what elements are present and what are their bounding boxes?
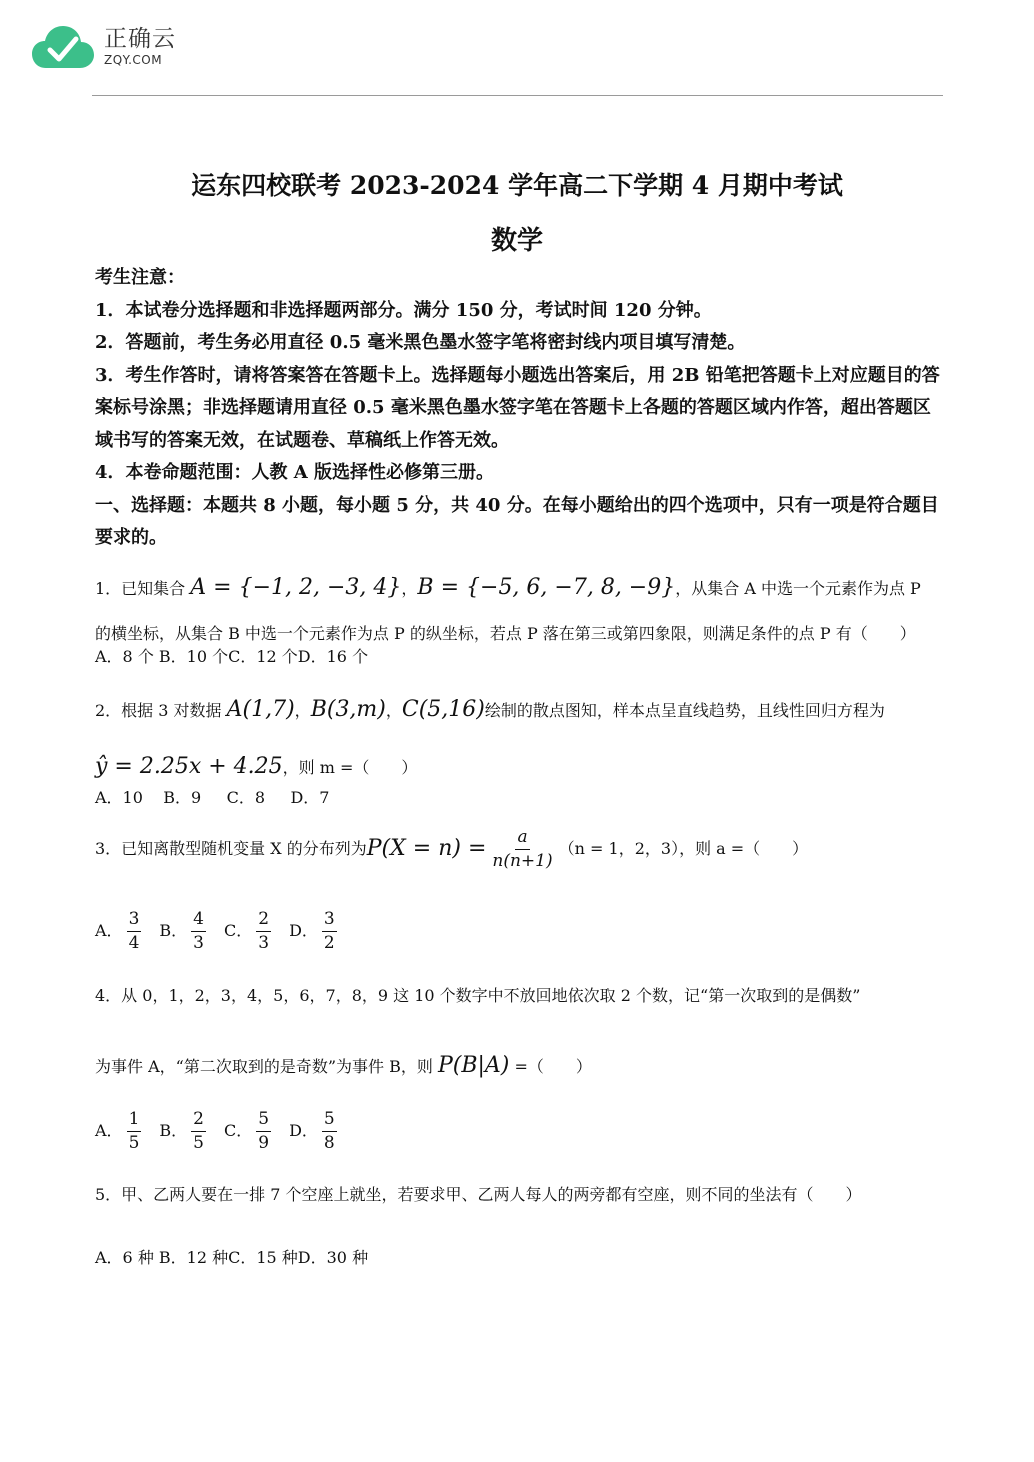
option-num: 4 [191,910,206,932]
logo-domain: ZQY.COM [104,53,163,67]
q4-text-start: 4．从 0，1，2，3，4，5，6，7，8，9 这 10 个数字中不放回地依次取 2 个数，记“第一次取到的是偶数” [95,986,861,1005]
q3-option-a [95,910,145,952]
logo-name: 正确云 [104,26,176,52]
q1-text-end: ，从集合 A 中选一个元素作为点 P 的横坐标，从集合 B 中选一个元素作为点 P 的纵坐标，若点 P 落在第三或第四象限，则满足条件的点 P 有（ ） [95,579,921,643]
option-num: 2 [256,910,271,932]
notice-block [95,262,940,555]
notice-item: 1．本试卷分选择题和非选择题两部分。满分 150 分，考试时间 120 分钟。 [95,299,712,321]
q2-text-end: ，则 m =（ ） [282,758,418,777]
option-den: 9 [258,1132,270,1153]
q2-regression-eq: ŷ = 2.25x + 4.25 [95,754,283,779]
notice-item: 2．答题前，考生务必用直径 0.5 毫米黑色墨水签字笔将密封线内项目填写清楚。 [95,332,746,353]
option-label: C． [223,921,253,941]
option-num: 3 [322,910,337,932]
q1-text-start: 1．已知集合 [95,579,191,598]
option-den: 4 [128,932,140,953]
option-num: 3 [127,910,142,932]
q2-point-b: B(3,m) [310,697,386,722]
q3-fraction-num: a [515,828,529,850]
header-divider [92,95,943,96]
q2-text-mid: 绘制的散点图知，样本点呈直线趋势，且线性回归方程为 [484,701,885,720]
option-label: A． [95,1121,123,1141]
q1-set-b: B = {−5, 6, −7, 8, −9} [417,575,676,600]
option-den: 3 [193,932,204,953]
q3-option-d [289,910,341,952]
q5-text: 5．甲、乙两人要在一排 7 个空座上就坐，若要求甲、乙两人每人的两旁都有空座，则不同的坐法有（ ） [95,1185,862,1204]
q3-option-c [224,910,275,952]
exam-subject: 数学 [490,226,543,256]
q4-line-2 [95,1052,940,1081]
q4-text-mid: 为事件 A，“第二次取到的是奇数”为事件 B，则 [95,1057,438,1076]
q4-option-a [95,1110,145,1152]
q3-options [95,910,940,952]
option-label: B． [159,921,188,941]
question-2: 2．根据 3 对数据 A(1,7)，B(3,m)，C(5,16)绘制的散点图知，样本点呈直线趋势，且线性回归方程为 ŷ = 2.25x + 4.25，则 m =（ ） [95,697,885,779]
option-den: 3 [258,932,270,953]
q2-point-a: A(1,7) [226,697,295,722]
option-num: 1 [127,1110,142,1132]
exam-title: 运东四校联考 2023-2024 学年高二下学期 4 月期中考试 [191,171,843,200]
q3-text-start: 3．已知离散型随机变量 X 的分布列为 [95,839,367,859]
q2-options: A．10 B．9 C．8 D．7 [95,788,330,807]
q4-options [95,1110,940,1152]
q4-text-end: =（ ） [509,1057,592,1076]
q3-fraction-den: n(n+1) [492,850,553,871]
q1-set-a: A = {−1, 2, −3, 4} [190,575,402,600]
q1-options: A．8 个 B．10 个C．12 个D．16 个 [95,647,369,666]
q3-fraction [490,828,554,870]
option-num: 5 [256,1110,271,1132]
q3-text-end: （n = 1，2，3），则 a =（ ） [558,839,809,859]
q2-text-start: 2．根据 3 对数据 [95,701,227,720]
q4-expression: P(B|A) [437,1053,510,1078]
q4-option-c [224,1110,275,1152]
option-label: A． [95,921,123,941]
notice-heading: 考生注意： [95,267,185,288]
option-label: C． [223,1121,253,1141]
cloud-check-icon [30,24,96,70]
option-num: 2 [191,1110,206,1132]
q4-option-b [159,1110,210,1152]
q1-sep: ， [401,579,418,598]
option-den: 8 [323,1132,335,1153]
section-heading: 一、选择题：本题共 8 小题，每小题 5 分，共 40 分。在每小题给出的四个选项中，只有一项是符合题目要求的。 [95,494,939,548]
q2-point-c: C(5,16) [401,697,485,722]
question-4 [95,981,940,1011]
q5-options: A．6 种 B．12 种C．15 种D．30 种 [95,1248,369,1267]
question-3 [95,828,940,870]
notice-item: 3．考生作答时，请将答案答在答题卡上。选择题每小题选出答案后，用 2B 铅笔把答题卡上对应题目的答案标号涂黑；非选择题请用直径 0.5 毫米黑色墨水签字笔在答题卡上各题的答题区域内作答，超出答题区域书写的答案无效，在试题卷、草稿纸上作答无效。 [95,364,940,451]
notice-item: 4．本卷命题范围：人教 A 版选择性必修第三册。 [95,462,495,483]
option-num: 5 [322,1110,337,1132]
option-label: D． [289,921,318,941]
logo [30,24,176,70]
q4-option-d [289,1110,341,1152]
option-label: D． [289,1121,318,1141]
option-den: 2 [323,932,335,953]
q3-option-b [159,910,210,952]
q3-lhs: P(X = n) = [366,836,487,862]
option-den: 5 [193,1132,204,1153]
question-5 [95,1180,940,1210]
option-label: B． [159,1121,188,1141]
option-den: 5 [128,1132,140,1153]
